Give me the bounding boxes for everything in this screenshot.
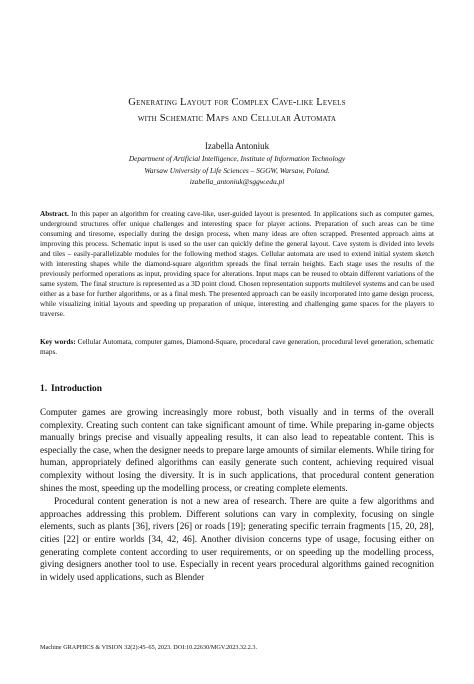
author-name: Izabella Antoniuk	[204, 141, 270, 151]
title-line-2: with Schematic Maps and Cellular Automata	[137, 113, 337, 124]
keywords-label: Key words:	[40, 338, 76, 346]
keywords-text: Cellular Automata, computer games, Diamond-Square, procedural cave generation, procedural level generation, schematic maps.	[40, 338, 434, 356]
paper-title	[40, 95, 434, 127]
abstract-text: In this paper an algorithm for creating cave-like, user-guided layout is presented. In applications such as computer games, underground structures offer unique challenges and interesting space for player actions. Preparation of such areas can be time consuming and tiresome, especially during the design process, when many ideas are often scrapped. Presented approach aims at improving this process. Schematic input is used so the user can quickly define the general layout. Cave system is divided into levels and tiles – easily-parallelizable modules for the following method stages. Cellular automata are used to extend initial system sketch with interesting shapes while the diamond-square algorithm spreads the final terrain heights. Each stage uses the results of the previously performed operations as input, providing space for alterations. Input maps can be reused to obtain different variations of the same system. The final structure is represented as a 3D point cloud. Chosen representation supports multilevel systems and can be used either as a base for further algorithms, or as a final mesh. The presented approach can be easily incorporated into game design process, while visualizing initial layouts and speeding up preparation of unique, interesting and challenging game spaces for the players to traverse.	[40, 210, 434, 318]
body-text	[40, 407, 434, 584]
abstract	[40, 210, 434, 319]
keywords	[40, 338, 434, 358]
section-heading	[40, 384, 102, 394]
affiliation-line-2: Warsaw University of Life Sciences – SGGW, Warsaw, Poland.	[144, 165, 330, 175]
author-email: izabella_antoniuk@sggw.edu.pl	[189, 177, 285, 186]
paragraph-1: Computer games are growing increasingly more robust, both visually and in terms of the overall complexity. Creating such content can take significant amount of time. While preparing in-game objects manually brings precise and visually appealing results, it can also lead to repeatable content. This is especially the case, when the designer needs to prepare large amounts of similar elements. While tiring for human, appropriately defined algorithms can easily generate such content, achieving required visual complexity without losing the diversity. It is in such applications, that procedural content generation shines the most, speeding up the modelling process, or creating complete elements.	[40, 408, 434, 494]
section-title: Introduction	[51, 384, 102, 394]
title-line-1: Generating Layout for Complex Cave-like Levels	[128, 97, 346, 108]
section-number: 1.	[40, 384, 48, 394]
abstract-label: Abstract.	[40, 210, 69, 218]
affiliation	[40, 153, 434, 188]
affiliation-line-1: Department of Artificial Intelligence, Institute of Information Technology	[128, 154, 346, 163]
journal-footer: Machine GRAPHICS & VISION 32(2):45–65, 2023. DOI:10.22630/MGV.2023.32.2.3.	[40, 644, 258, 651]
paragraph-2: Procedural content generation is not a new area of research. There are quite a few algorithms and approaches addressing this problem. Different solutions can vary in complexity, focusing on single elements, such as plants [36], rivers [26] or roads [19]; generating specific terrain fragments [15, 20, 28], cities [22] or entire worlds [34, 42, 46]. Another division concerns type of usage, focusing either on generating complete content according to user requirements, or on speeding up the modelling process, giving designers another tool to use. Especially in recent years procedural algorithms gained recognition in widely used applications, such as Blender	[40, 497, 434, 583]
